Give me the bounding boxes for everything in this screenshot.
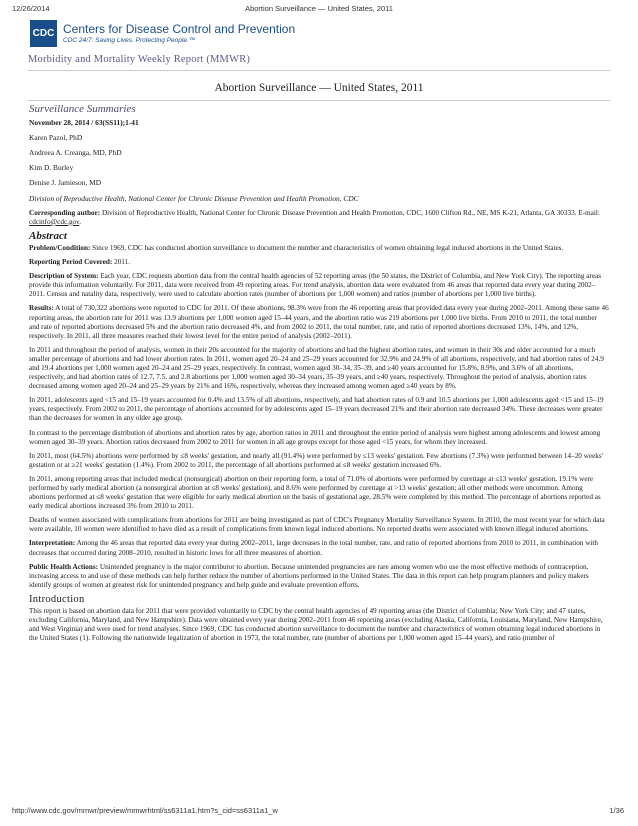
abstract-heading: Abstract	[29, 229, 67, 242]
page-title: Abortion Surveillance — United States, 2011	[214, 82, 424, 94]
abstract-interpretation: Interpretation: Among the 46 areas that reported data every year during 2002–2011, large decreases in the total number, rate, and ratio of reported abortions from 2010 to 2011, in combination with decreases that occurred during 2008–2010, resulted in historic lows for all three measures of abortion.	[29, 539, 598, 557]
email-link[interactable]: cdcinfo@cdc.gov	[29, 217, 80, 226]
introduction-heading: Introduction	[29, 593, 85, 605]
page-number: 1/36	[609, 806, 624, 815]
author-affiliation: Division of Reproductive Health, National Center for Chronic Disease Prevention and Health Promotion, CDC	[29, 193, 359, 203]
divider	[28, 70, 610, 71]
abstract-deaths-paragraph: Deaths of women associated with complications from abortions for 2011 are being investigated as part of CDC's Pregnancy Mortality Surveillance System. In 2010, the most recent year for which data were available, 10 women were identified to have died as a result of complications from known legal induced abortions. No reported deaths were associated with known illegal induced abortions.	[29, 516, 605, 534]
browser-print-header	[0, 4, 638, 14]
journal-link[interactable]: Morbidity and Mortality Weekly Report (MMWR)	[28, 54, 251, 65]
issue-info: November 28, 2014 / 63(SS11);1-41	[29, 118, 139, 128]
article-body	[29, 104, 609, 648]
page-url: http://www.cdc.gov/mmwr/preview/mmwrhtml/ss6311a1.htm?s_cid=ss6311a1_w	[12, 806, 278, 815]
divider	[28, 100, 610, 101]
author: Karen Pazol, PhD	[29, 133, 83, 143]
org-name: Centers for Disease Control and Prevention	[63, 22, 296, 36]
abstract-adolescent-paragraph: In 2011, adolescents aged <15 and 15–19 years accounted for 0.4% and 13.5% of all abortions, respectively, and had abortion rates of 0.9 and 10.5 abortions per 1,000 adolescents aged <15 and 15–19 years, respectively. From 2002 to 2011, the percentage of abortions accounted for by adolescents aged 15–19 years decreased 21% and their abortion rate decreased 34%. These decreases were greater than the decreases for women in any older age group.	[29, 396, 604, 423]
abstract-age-paragraph: In 2011 and throughout the period of analysis, women in their 20s accounted for the majority of abortions and had the highest abortion rates, and women in their 30s and older accounted for a much smaller percentage of abortions and had lower abortion rates. In 2011, women aged 20–24 and 25–29 years accounted for 32.9% and 24.9% of all abortions, respectively, and had abortion rates of 24.9 and 19.4 abortions per 1,000 women aged 20–24 and 25–29 years, respectively. In contrast, women aged 30–34, 35–39, and ≥40 years accounted for 15.8%, 8.9%, and 3.6% of all abortions, respectively, and had abortion rates of 12.7, 7.5, and 2.8 abortions per 1,000 women aged 30–34 years, 35–39 years, and ≥40 years, respectively. Throughout the period of analysis, abortion rates decreased among women aged 20–24 and 25–29 years by 21% and 16%, respectively, whereas they increased among women aged ≥40 years by 8%.	[29, 345, 604, 391]
org-tagline: CDC 24/7: Saving Lives. Protecting People.™	[63, 37, 196, 44]
abstract-period: Reporting Period Covered: 2011.	[29, 258, 131, 267]
abstract-results: Results: A total of 730,322 abortions were reported to CDC for 2011. Of these abortions, 98.3% were from the 46 reporting areas that provided data every year during 2002–2011. Among these same 46 reporting areas, the abortion rate for 2011 was 13.9 abortions per 1,000 women aged 15–44 years, and the abortion ratio was 219 abortions per 1,000 live births. From 2010 to 2011, the total number and rate of reported abortions decreased 5% and the abortion ratio decreased 4%, and from 2002 to 2011, the total number, rate, and ratio of reported abortions decreased 13%, 14%, and 12%, respectively. In 2011, all three measures reached their lowest level for the entire period of analysis (2002–2011).	[29, 304, 609, 340]
abstract-gestation-paragraph: In 2011, most (64.5%) abortions were performed by ≤8 weeks' gestation, and nearly all (91.4%) were performed by ≤13 weeks' gestation. Few abortions (7.3%) were performed between 14–20 weeks' gestation or at ≥21 weeks' gestation (1.4%). From 2002 to 2011, the percentage of all abortions performed at ≤8 weeks' gestation increased 6%.	[29, 451, 603, 469]
introduction-paragraph: This report is based on abortion data for 2011 that were provided voluntarily to CDC by the central health agencies of 49 reporting areas (the District of Columbia; New York City; and 47 states, excluding California, Maryland, and New Hampshire). Data were obtained every year during 2002–2011 from 46 reporting areas (excluding Alaska, California, Louisiana, Maryland, New Hampshire, and West Virginia) and were used for trend analyses. Since 1969, CDC has conducted abortion surveillance to document the number and characteristics of women obtaining legal induced abortions in the United States (1). Following the nationwide legalization of abortion in 1973, the total number, rate (number of abortions per 1,000 women aged 15–44 years), and ratio (number of	[29, 607, 603, 643]
abstract-contrast-paragraph: In contrast to the percentage distribution of abortions and abortion rates by age, abortion ratios in 2011 and throughout the entire period of analysis were highest among adolescents and lowest among women aged 30–39 years. Abortion ratios decreased from 2002 to 2011 for women in all age groups except for those aged <15 years, for whom they increased.	[29, 428, 601, 446]
abstract-method-paragraph: In 2011, among reporting areas that included medical (nonsurgical) abortion on their reporting form, a total of 71.0% of abortions were performed by curettage at ≤13 weeks' gestation, 19.1% were performed by early medical abortion (a nonsurgical abortion at ≤8 weeks' gestation), and 8.6% were performed by curettage at >13 weeks' gestation; all other methods were uncommon. Among abortions performed at ≤8 weeks' gestation that were eligible for early medical abortion on the basis of gestational age, 28.5% were completed by this method. The percentage of abortions reported as early medical abortions increased 3% from 2010 to 2011.	[29, 474, 601, 511]
print-date: 12/26/2014	[12, 4, 50, 13]
browser-print-footer	[0, 806, 638, 818]
author: Denise J. Jamieson, MD	[29, 178, 102, 188]
abstract-system: Description of System: Each year, CDC requests abortion data from the central health agencies of 52 reporting areas (the 50 states, the District of Columbia, and New York City). The reporting areas provide this information voluntarily. For 2011, data were received from 49 reporting areas. For trend analysis, abortion data were evaluated from 46 areas that reported data every year during 2002–2011. Census and natality data, respectively, were used to calculate abortion rates (number of abortions per 1,000 women) and ratios (number of abortions per 1,000 live births).	[29, 272, 602, 299]
author: Andreea A. Creanga, MD, PhD	[29, 148, 122, 158]
abstract-problem: Problem/Condition: Since 1969, CDC has conducted abortion surveillance to document the number and characteristics of women obtaining legal induced abortions in the United States.	[29, 243, 564, 252]
corresponding-author: Corresponding author: Division of Reproductive Health, National Center for Chronic Disease Prevention and Health Promotion, CDC, 1600 Clifton Rd., NE, MS K-21, Atlanta, GA 30333. E-mail: cdcinfo@cdc.gov.	[29, 208, 600, 226]
cdc-header-logo[interactable]	[30, 20, 330, 50]
cdc-logo-icon: CDC	[30, 20, 57, 47]
series-title: Surveillance Summaries	[29, 103, 136, 115]
abstract-public-health-actions: Public Health Actions: Unintended pregnancy is the major contributor to abortion. Because unintended pregnancies are rare among women who use the most effective methods of contraception, increasing access to and use of these methods can help further reduce the number of abortions performed in the United States. The data in this report can help program planners and policy makers identify groups of women at greatest risk for unintended pregnancy and help guide and evaluate prevention efforts.	[29, 562, 589, 589]
author: Kim D. Burley	[29, 163, 74, 173]
print-title: Abortion Surveillance — United States, 2011	[245, 4, 393, 13]
